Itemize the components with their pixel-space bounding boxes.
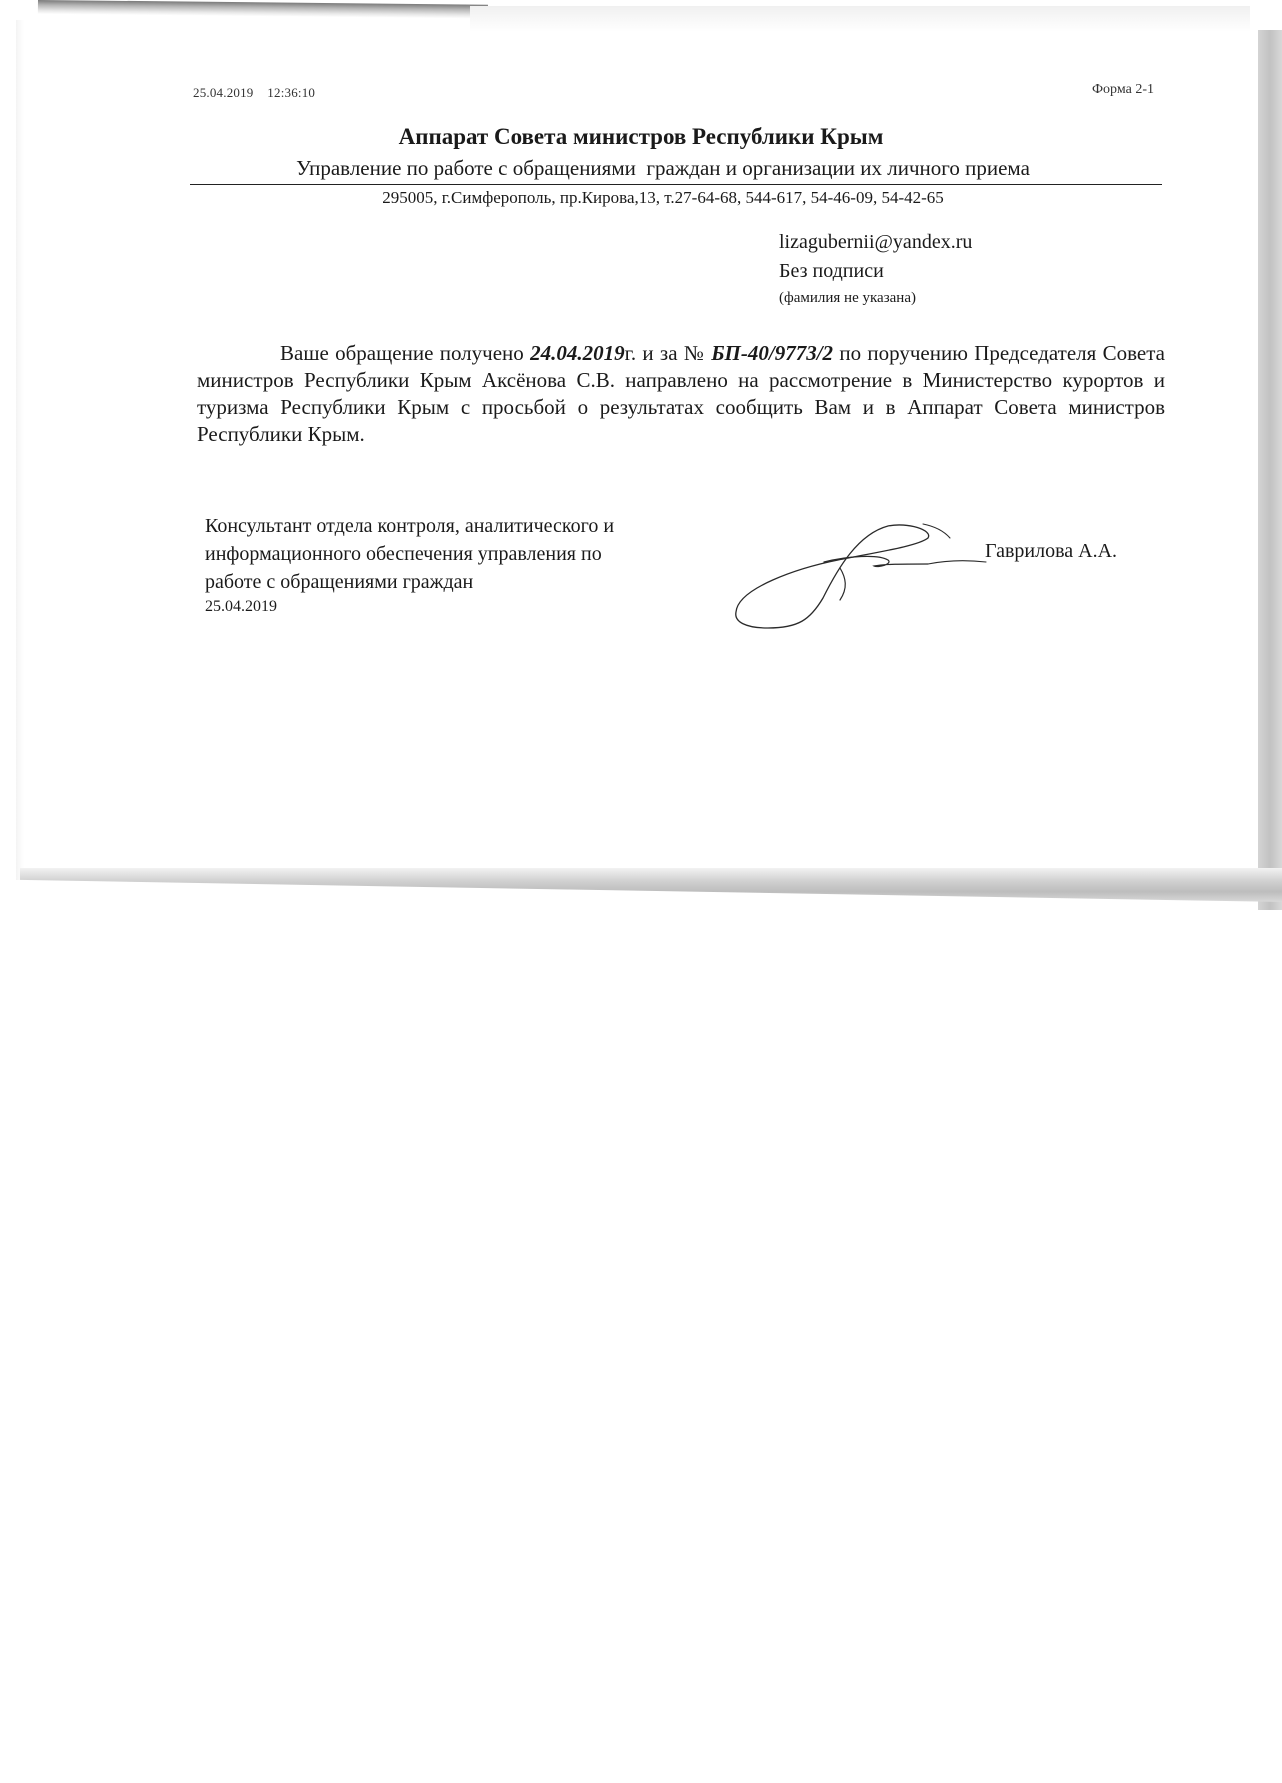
recipient-email: lizagubernii@yandex.ru	[779, 231, 973, 253]
body-text-part1: Ваше обращение получено	[280, 341, 531, 365]
organization-title: Аппарат Совета министров Республики Крым	[398, 124, 884, 149]
header-divider	[190, 184, 1162, 185]
handwritten-signature	[728, 508, 988, 638]
signatory-position	[205, 512, 614, 596]
scan-top-shade	[470, 6, 1250, 32]
department-name: Управление по работе с обращениями граждан и организации их личного приема	[296, 156, 1030, 180]
signature-date: 25.04.2019	[205, 598, 277, 615]
recipient-signature-status: Без подписи	[779, 260, 884, 282]
print-timestamp: 25.04.2019 12:36:10	[193, 85, 316, 100]
body-text-part3: по поручению Председателя Совета министров Республики Крым Аксёнова С.В. направлено на рассмотрение в Министерство курортов и туризма Республики Крым с просьбой о результатах сообщить Вам и в Аппарат Совета министров Республики Крым.	[197, 341, 1165, 446]
letter-body	[197, 340, 1165, 448]
form-number: Форма 2-1	[1092, 82, 1154, 97]
signatory-position-line1: Консультант отдела контроля, аналитического и	[205, 515, 615, 537]
body-text-part2: г. и за №	[624, 341, 712, 365]
signatory-position-line2: информационного обеспечения управления по	[205, 543, 602, 565]
organization-address: 295005, г.Симферополь, пр.Кирова,13, т.27-64-68, 544-617, 54-46-09, 54-42-65	[382, 188, 944, 207]
received-date: 24.04.2019	[530, 341, 625, 365]
reference-number: БП-40/9773/2	[711, 341, 834, 365]
signatory-name: Гаврилова А.А.	[985, 540, 1118, 562]
recipient-surname-note: (фамилия не указана)	[779, 290, 916, 306]
signatory-position-line3: работе с обращениями граждан	[205, 571, 474, 593]
scan-bottom-shadow	[20, 868, 1282, 902]
